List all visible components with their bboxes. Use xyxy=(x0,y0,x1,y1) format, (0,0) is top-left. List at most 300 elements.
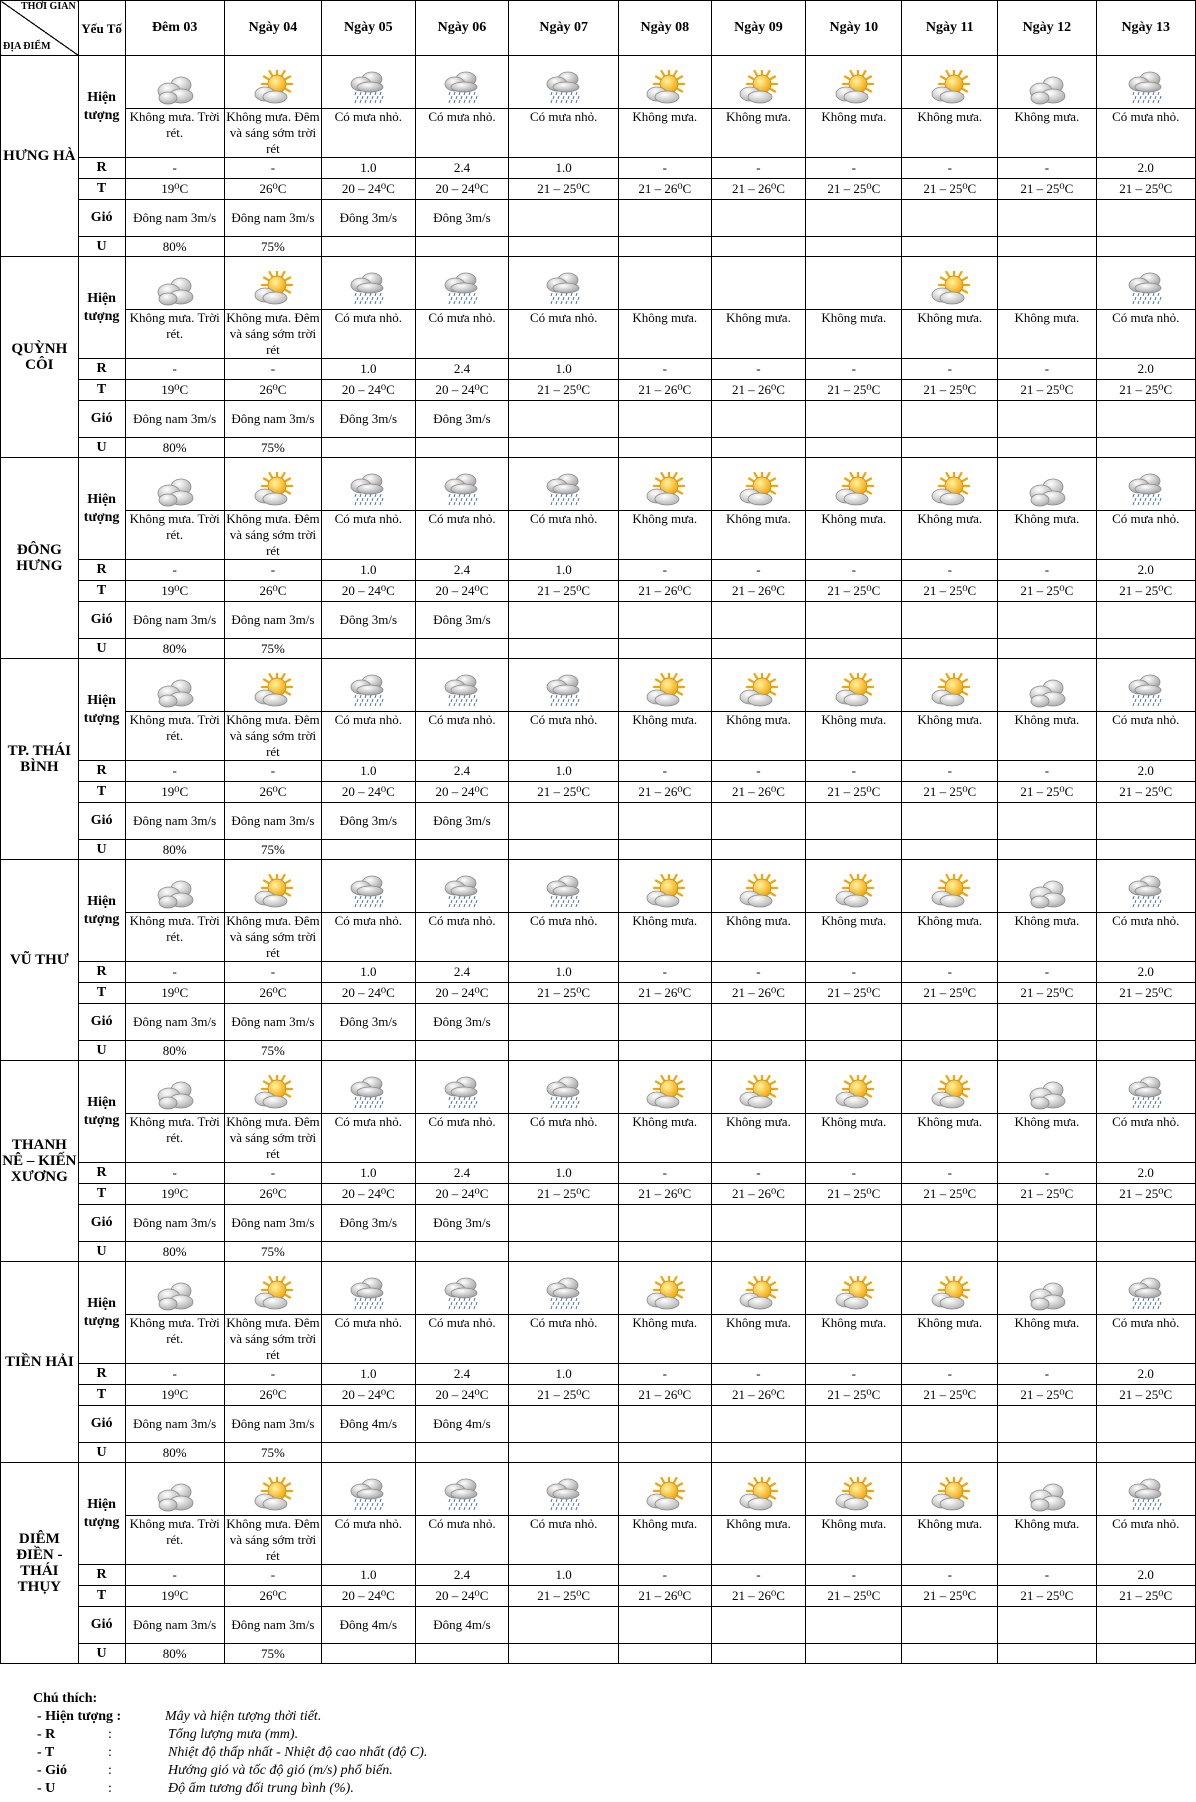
partly-sunny-icon xyxy=(713,70,805,106)
partly-sunny-icon xyxy=(713,874,805,910)
weather-icon-cell xyxy=(998,458,1096,511)
humidity-value xyxy=(711,639,806,659)
wind-value xyxy=(806,1004,902,1041)
factor-label-phenomenon: Hiện tượng xyxy=(78,458,125,560)
weather-description: Không mưa. Trời rét. xyxy=(125,1315,224,1364)
humidity-value: 80% xyxy=(125,237,224,257)
humidity-value xyxy=(711,438,806,458)
weather-description: Không mưa. xyxy=(902,511,998,560)
temperature-range: 20 – 24⁰C xyxy=(321,179,415,200)
wind-value: Đông 3m/s xyxy=(321,803,415,840)
weather-description: Có mưa nhỏ. xyxy=(1096,1114,1196,1163)
wind-value xyxy=(1096,602,1196,639)
weather-description: Không mưa. Đêm và sáng sớm trời rét xyxy=(226,1114,320,1161)
humidity-value: 75% xyxy=(224,237,321,257)
weather-icon-cell xyxy=(711,257,806,310)
humidity-value: 75% xyxy=(224,438,321,458)
rain-amount: - xyxy=(902,1163,998,1184)
humidity-value xyxy=(415,1041,509,1061)
day-header: Ngày 10 xyxy=(806,1,902,56)
legend-item xyxy=(33,1744,428,1762)
temperature-range: 21 – 25⁰C xyxy=(509,581,619,602)
rain-cloud-icon xyxy=(510,874,617,910)
wind-value: Đông nam 3m/s xyxy=(125,1205,224,1242)
wind-value xyxy=(998,401,1096,438)
humidity-value xyxy=(998,840,1096,860)
temperature-range: 21 – 26⁰C xyxy=(711,1586,806,1607)
rain-cloud-icon xyxy=(323,271,414,307)
rain-amount: - xyxy=(224,359,321,380)
partly-sunny-icon xyxy=(807,1477,900,1513)
partly-sunny-icon xyxy=(903,1276,996,1312)
rain-amount: - xyxy=(125,962,224,983)
partly-sunny-icon xyxy=(713,673,805,709)
location-name: QUỲNH CÔI xyxy=(1,257,79,458)
humidity-value xyxy=(1096,438,1196,458)
wind-value xyxy=(619,803,712,840)
weather-description: Có mưa nhỏ. xyxy=(1096,1315,1196,1364)
rain-amount: - xyxy=(806,1163,902,1184)
legend xyxy=(33,1690,428,1798)
weather-icon-cell xyxy=(998,659,1096,712)
weather-description: Có mưa nhỏ. xyxy=(415,1516,509,1565)
header-corner xyxy=(1,1,79,56)
temperature-range: 26⁰C xyxy=(224,581,321,602)
temperature-range: 21 – 26⁰C xyxy=(619,983,712,1004)
wind-value: Đông 3m/s xyxy=(415,1205,509,1242)
temperature-range: 20 – 24⁰C xyxy=(415,1385,509,1406)
location-row xyxy=(1,1041,1196,1061)
partly-sunny-icon xyxy=(226,271,320,307)
temperature-range: 21 – 26⁰C xyxy=(619,179,712,200)
location-row xyxy=(1,1565,1196,1586)
weather-icon-cell xyxy=(711,56,806,109)
temperature-range: 21 – 25⁰C xyxy=(902,1586,998,1607)
weather-icon-cell xyxy=(509,1262,619,1315)
partly-sunny-icon xyxy=(226,472,320,508)
temperature-range: 21 – 25⁰C xyxy=(998,782,1096,803)
weather-description: Có mưa nhỏ. xyxy=(1096,310,1196,359)
weather-icon-cell xyxy=(806,257,902,310)
location-row xyxy=(1,1385,1196,1406)
weather-description: Có mưa nhỏ. xyxy=(321,109,415,158)
weather-icon-cell xyxy=(619,257,712,310)
wind-value xyxy=(806,803,902,840)
weather-description: Có mưa nhỏ. xyxy=(415,310,509,359)
humidity-value: 80% xyxy=(125,1242,224,1262)
wind-value xyxy=(711,1205,806,1242)
weather-icon-cell xyxy=(224,1463,321,1516)
weather-description: Có mưa nhỏ. xyxy=(321,1315,415,1364)
wind-value xyxy=(998,1607,1096,1644)
wind-value xyxy=(619,200,712,237)
day-header: Ngày 05 xyxy=(321,1,415,56)
weather-icon-cell xyxy=(998,1463,1096,1516)
humidity-value xyxy=(321,1443,415,1463)
temperature-range: 26⁰C xyxy=(224,983,321,1004)
partly-sunny-icon xyxy=(807,1276,900,1312)
humidity-value xyxy=(321,1242,415,1262)
cloudy-icon xyxy=(999,72,1094,106)
rain-amount: - xyxy=(125,359,224,380)
location-row xyxy=(1,1644,1196,1664)
weather-icon-cell xyxy=(224,860,321,913)
weather-description: Có mưa nhỏ. xyxy=(1096,511,1196,560)
temperature-range: 21 – 26⁰C xyxy=(619,1184,712,1205)
weather-icon-cell xyxy=(415,56,509,109)
humidity-value xyxy=(1096,237,1196,257)
rain-amount: 2.4 xyxy=(415,359,509,380)
rain-cloud-icon xyxy=(417,673,508,709)
temperature-range: 21 – 25⁰C xyxy=(1096,782,1196,803)
location-row xyxy=(1,1205,1196,1242)
rain-amount: - xyxy=(711,560,806,581)
header-row xyxy=(1,1,1196,56)
humidity-value xyxy=(619,237,712,257)
rain-amount: 2.0 xyxy=(1096,560,1196,581)
partly-sunny-icon xyxy=(620,70,710,106)
partly-sunny-icon xyxy=(903,1075,996,1111)
weather-description: Không mưa. Đêm và sáng sớm trời rét xyxy=(226,712,320,759)
location-row xyxy=(1,560,1196,581)
wind-value: Đông 3m/s xyxy=(321,1004,415,1041)
temperature-range: 21 – 25⁰C xyxy=(998,1385,1096,1406)
humidity-value: 80% xyxy=(125,1041,224,1061)
weather-icon-cell xyxy=(902,659,998,712)
partly-sunny-icon xyxy=(226,874,320,910)
partly-sunny-icon xyxy=(226,1276,320,1312)
weather-icon-cell xyxy=(321,458,415,511)
wind-value: Đông 3m/s xyxy=(321,401,415,438)
cloudy-icon xyxy=(127,1278,223,1312)
partly-sunny-icon xyxy=(713,1075,805,1111)
weather-description: Có mưa nhỏ. xyxy=(509,1114,619,1163)
temperature-range: 21 – 25⁰C xyxy=(509,1184,619,1205)
temperature-range: 21 – 25⁰C xyxy=(1096,581,1196,602)
rain-cloud-icon xyxy=(417,70,508,106)
wind-value xyxy=(509,401,619,438)
humidity-value: 75% xyxy=(224,1443,321,1463)
rain-amount: - xyxy=(619,962,712,983)
weather-icon-cell xyxy=(1096,56,1196,109)
factor-label-rain: R xyxy=(78,962,125,983)
weather-icon-cell xyxy=(619,1463,712,1516)
location-name: TIỀN HẢI xyxy=(1,1262,79,1463)
weather-icon-cell xyxy=(806,56,902,109)
rain-amount: 2.0 xyxy=(1096,158,1196,179)
partly-sunny-icon xyxy=(807,673,900,709)
rain-amount: - xyxy=(902,560,998,581)
weather-description: Không mưa. Trời rét. xyxy=(125,712,224,761)
temperature-range: 21 – 25⁰C xyxy=(806,1385,902,1406)
weather-description: Không mưa. xyxy=(998,1516,1096,1565)
temperature-range: 21 – 25⁰C xyxy=(998,179,1096,200)
partly-sunny-icon xyxy=(620,673,710,709)
weather-description: Có mưa nhỏ. xyxy=(415,1315,509,1364)
rain-cloud-icon xyxy=(1098,1075,1195,1111)
location-row xyxy=(1,602,1196,639)
temperature-range: 21 – 26⁰C xyxy=(711,782,806,803)
temperature-range: 21 – 26⁰C xyxy=(619,380,712,401)
factor-label-phenomenon: Hiện tượng xyxy=(78,257,125,359)
location-row xyxy=(1,511,1196,560)
weather-description: Không mưa. xyxy=(711,1315,806,1364)
cloudy-icon xyxy=(127,273,223,307)
weather-icon-cell xyxy=(806,659,902,712)
wind-value xyxy=(806,602,902,639)
temperature-range: 21 – 26⁰C xyxy=(619,782,712,803)
cloudy-icon xyxy=(127,1479,223,1513)
humidity-value: 75% xyxy=(224,639,321,659)
rain-amount: 2.0 xyxy=(1096,962,1196,983)
temperature-range: 19⁰C xyxy=(125,179,224,200)
weather-description: Có mưa nhỏ. xyxy=(509,109,619,158)
factor-label-humidity: U xyxy=(78,1041,125,1061)
wind-value: Đông 3m/s xyxy=(415,1004,509,1041)
rain-cloud-icon xyxy=(1098,1477,1195,1513)
rain-amount: 1.0 xyxy=(321,158,415,179)
rain-cloud-icon xyxy=(1098,472,1195,508)
weather-icon-cell xyxy=(1096,458,1196,511)
wind-value: Đông 3m/s xyxy=(415,803,509,840)
wind-value xyxy=(902,1406,998,1443)
weather-icon-cell xyxy=(509,56,619,109)
humidity-value xyxy=(806,1644,902,1664)
location-row xyxy=(1,257,1196,310)
weather-icon-cell xyxy=(415,458,509,511)
humidity-value xyxy=(806,438,902,458)
humidity-value xyxy=(321,1644,415,1664)
legend-item xyxy=(33,1780,354,1798)
rain-amount: 1.0 xyxy=(509,359,619,380)
cloudy-icon xyxy=(999,1278,1094,1312)
weather-icon-cell xyxy=(321,1463,415,1516)
weather-description: Không mưa. xyxy=(711,310,806,359)
rain-amount: - xyxy=(998,1364,1096,1385)
humidity-value xyxy=(415,1644,509,1664)
day-header: Ngày 13 xyxy=(1096,1,1196,56)
weather-description: Không mưa. xyxy=(619,511,712,560)
rain-amount: - xyxy=(224,761,321,782)
rain-amount: 2.0 xyxy=(1096,1364,1196,1385)
rain-amount: - xyxy=(902,158,998,179)
weather-icon-cell xyxy=(125,659,224,712)
location-row xyxy=(1,1184,1196,1205)
weather-description: Không mưa. xyxy=(619,1114,712,1163)
wind-value xyxy=(998,1004,1096,1041)
weather-description: Không mưa. Trời rét. xyxy=(125,511,224,560)
location-row xyxy=(1,1443,1196,1463)
weather-icon-cell xyxy=(619,860,712,913)
humidity-value xyxy=(509,639,619,659)
rain-amount: - xyxy=(224,1364,321,1385)
temperature-range: 21 – 25⁰C xyxy=(1096,1385,1196,1406)
temperature-range: 21 – 26⁰C xyxy=(619,1586,712,1607)
rain-amount: - xyxy=(806,158,902,179)
temperature-range: 21 – 25⁰C xyxy=(902,782,998,803)
humidity-value xyxy=(806,1242,902,1262)
factor-label-temp: T xyxy=(78,380,125,401)
humidity-value xyxy=(998,1041,1096,1061)
factor-label-wind: Gió xyxy=(78,602,125,639)
humidity-value xyxy=(619,1644,712,1664)
temperature-range: 20 – 24⁰C xyxy=(415,380,509,401)
cloudy-icon xyxy=(999,675,1094,709)
rain-amount: 1.0 xyxy=(509,1565,619,1586)
rain-amount: - xyxy=(619,158,712,179)
humidity-value xyxy=(806,237,902,257)
location-row xyxy=(1,1463,1196,1516)
weather-icon-cell xyxy=(998,1061,1096,1114)
factor-label-temp: T xyxy=(78,1385,125,1406)
weather-icon-cell xyxy=(806,1463,902,1516)
rain-cloud-icon xyxy=(323,1075,414,1111)
weather-icon-cell xyxy=(902,257,998,310)
humidity-value xyxy=(711,237,806,257)
weather-description: Không mưa. xyxy=(619,913,712,962)
wind-value xyxy=(998,1406,1096,1443)
rain-cloud-icon xyxy=(510,673,617,709)
partly-sunny-icon xyxy=(620,1075,710,1111)
humidity-value xyxy=(806,1443,902,1463)
weather-icon-cell xyxy=(806,1061,902,1114)
wind-value: Đông nam 3m/s xyxy=(125,602,224,639)
temperature-range: 19⁰C xyxy=(125,1385,224,1406)
weather-description: Không mưa. xyxy=(619,712,712,761)
factor-label-wind: Gió xyxy=(78,1607,125,1644)
rain-amount: 1.0 xyxy=(509,560,619,581)
rain-amount: - xyxy=(902,359,998,380)
factor-label-wind: Gió xyxy=(78,401,125,438)
partly-sunny-icon xyxy=(903,70,996,106)
weather-icon-cell xyxy=(806,860,902,913)
location-row xyxy=(1,359,1196,380)
factor-label-humidity: U xyxy=(78,1242,125,1262)
weather-icon-cell xyxy=(1096,1061,1196,1114)
rain-cloud-icon xyxy=(417,1075,508,1111)
rain-amount: 1.0 xyxy=(321,761,415,782)
weather-description: Có mưa nhỏ. xyxy=(509,310,619,359)
weather-description: Không mưa. xyxy=(806,511,902,560)
wind-value xyxy=(902,1004,998,1041)
rain-amount: - xyxy=(619,1565,712,1586)
location-row xyxy=(1,1242,1196,1262)
rain-cloud-icon xyxy=(323,1276,414,1312)
rain-amount: - xyxy=(619,359,712,380)
weather-icon-cell xyxy=(415,1061,509,1114)
weather-description: Không mưa. Đêm và sáng sớm trời rét xyxy=(226,511,320,558)
humidity-value: 75% xyxy=(224,1242,321,1262)
weather-description: Không mưa. Trời rét. xyxy=(125,310,224,359)
humidity-value xyxy=(902,1041,998,1061)
location-row xyxy=(1,1607,1196,1644)
wind-value xyxy=(711,1004,806,1041)
factor-label-wind: Gió xyxy=(78,1004,125,1041)
humidity-value xyxy=(711,1242,806,1262)
rain-amount: - xyxy=(125,1163,224,1184)
weather-description: Không mưa. Đêm và sáng sớm trời rét xyxy=(226,310,320,357)
humidity-value xyxy=(509,1644,619,1664)
humidity-value xyxy=(619,639,712,659)
location-name: ĐÔNG HƯNG xyxy=(1,458,79,659)
temperature-range: 26⁰C xyxy=(224,1385,321,1406)
humidity-value xyxy=(806,840,902,860)
rain-amount: - xyxy=(125,1364,224,1385)
factor-label-humidity: U xyxy=(78,1443,125,1463)
partly-sunny-icon xyxy=(713,1276,805,1312)
wind-value xyxy=(1096,1406,1196,1443)
location-row xyxy=(1,56,1196,109)
weather-description: Có mưa nhỏ. xyxy=(415,109,509,158)
weather-description: Không mưa. xyxy=(619,109,712,158)
rain-cloud-icon xyxy=(323,70,414,106)
legend-key: - U xyxy=(37,1781,56,1796)
wind-value xyxy=(1096,401,1196,438)
rain-amount: - xyxy=(619,1364,712,1385)
wind-value xyxy=(902,803,998,840)
rain-amount: - xyxy=(711,1565,806,1586)
location-row xyxy=(1,639,1196,659)
wind-value xyxy=(509,1004,619,1041)
cloudy-icon xyxy=(127,72,223,106)
weather-icon-cell xyxy=(415,860,509,913)
rain-cloud-icon xyxy=(510,70,617,106)
rain-cloud-icon xyxy=(323,472,414,508)
place-header-label: ĐỊA ĐIỂM xyxy=(3,41,51,52)
day-header: Ngày 12 xyxy=(998,1,1096,56)
partly-sunny-icon xyxy=(807,472,900,508)
weather-description: Có mưa nhỏ. xyxy=(415,1114,509,1163)
rain-cloud-icon xyxy=(1098,1276,1195,1312)
rain-amount: - xyxy=(224,1565,321,1586)
wind-value xyxy=(711,803,806,840)
partly-sunny-icon xyxy=(807,1075,900,1111)
rain-amount: 2.4 xyxy=(415,1163,509,1184)
temperature-range: 21 – 25⁰C xyxy=(902,1385,998,1406)
rain-amount: - xyxy=(902,1565,998,1586)
cloudy-icon xyxy=(999,1479,1094,1513)
legend-key: - Hiện tượng : xyxy=(37,1709,122,1724)
partly-sunny-icon xyxy=(713,1477,805,1513)
temperature-range: 20 – 24⁰C xyxy=(321,1586,415,1607)
location-row xyxy=(1,1586,1196,1607)
humidity-value xyxy=(998,639,1096,659)
temperature-range: 20 – 24⁰C xyxy=(415,1586,509,1607)
partly-sunny-icon xyxy=(903,1477,996,1513)
temperature-range: 21 – 26⁰C xyxy=(711,1184,806,1205)
legend-items xyxy=(33,1708,428,1798)
temperature-range: 21 – 25⁰C xyxy=(902,1184,998,1205)
day-header: Ngày 04 xyxy=(224,1,321,56)
location-row xyxy=(1,179,1196,200)
location-row xyxy=(1,109,1196,158)
rain-cloud-icon xyxy=(1098,70,1195,106)
wind-value: Đông 3m/s xyxy=(321,1205,415,1242)
rain-amount: 2.0 xyxy=(1096,1565,1196,1586)
humidity-value xyxy=(1096,639,1196,659)
temperature-range: 20 – 24⁰C xyxy=(321,380,415,401)
legend-key: - T xyxy=(37,1745,55,1760)
temperature-range: 21 – 25⁰C xyxy=(998,1586,1096,1607)
rain-cloud-icon xyxy=(417,874,508,910)
weather-description: Có mưa nhỏ. xyxy=(1096,109,1196,158)
wind-value: Đông nam 3m/s xyxy=(125,401,224,438)
temperature-range: 19⁰C xyxy=(125,581,224,602)
humidity-value xyxy=(415,438,509,458)
location-row xyxy=(1,158,1196,179)
wind-value xyxy=(806,200,902,237)
humidity-value xyxy=(1096,1242,1196,1262)
